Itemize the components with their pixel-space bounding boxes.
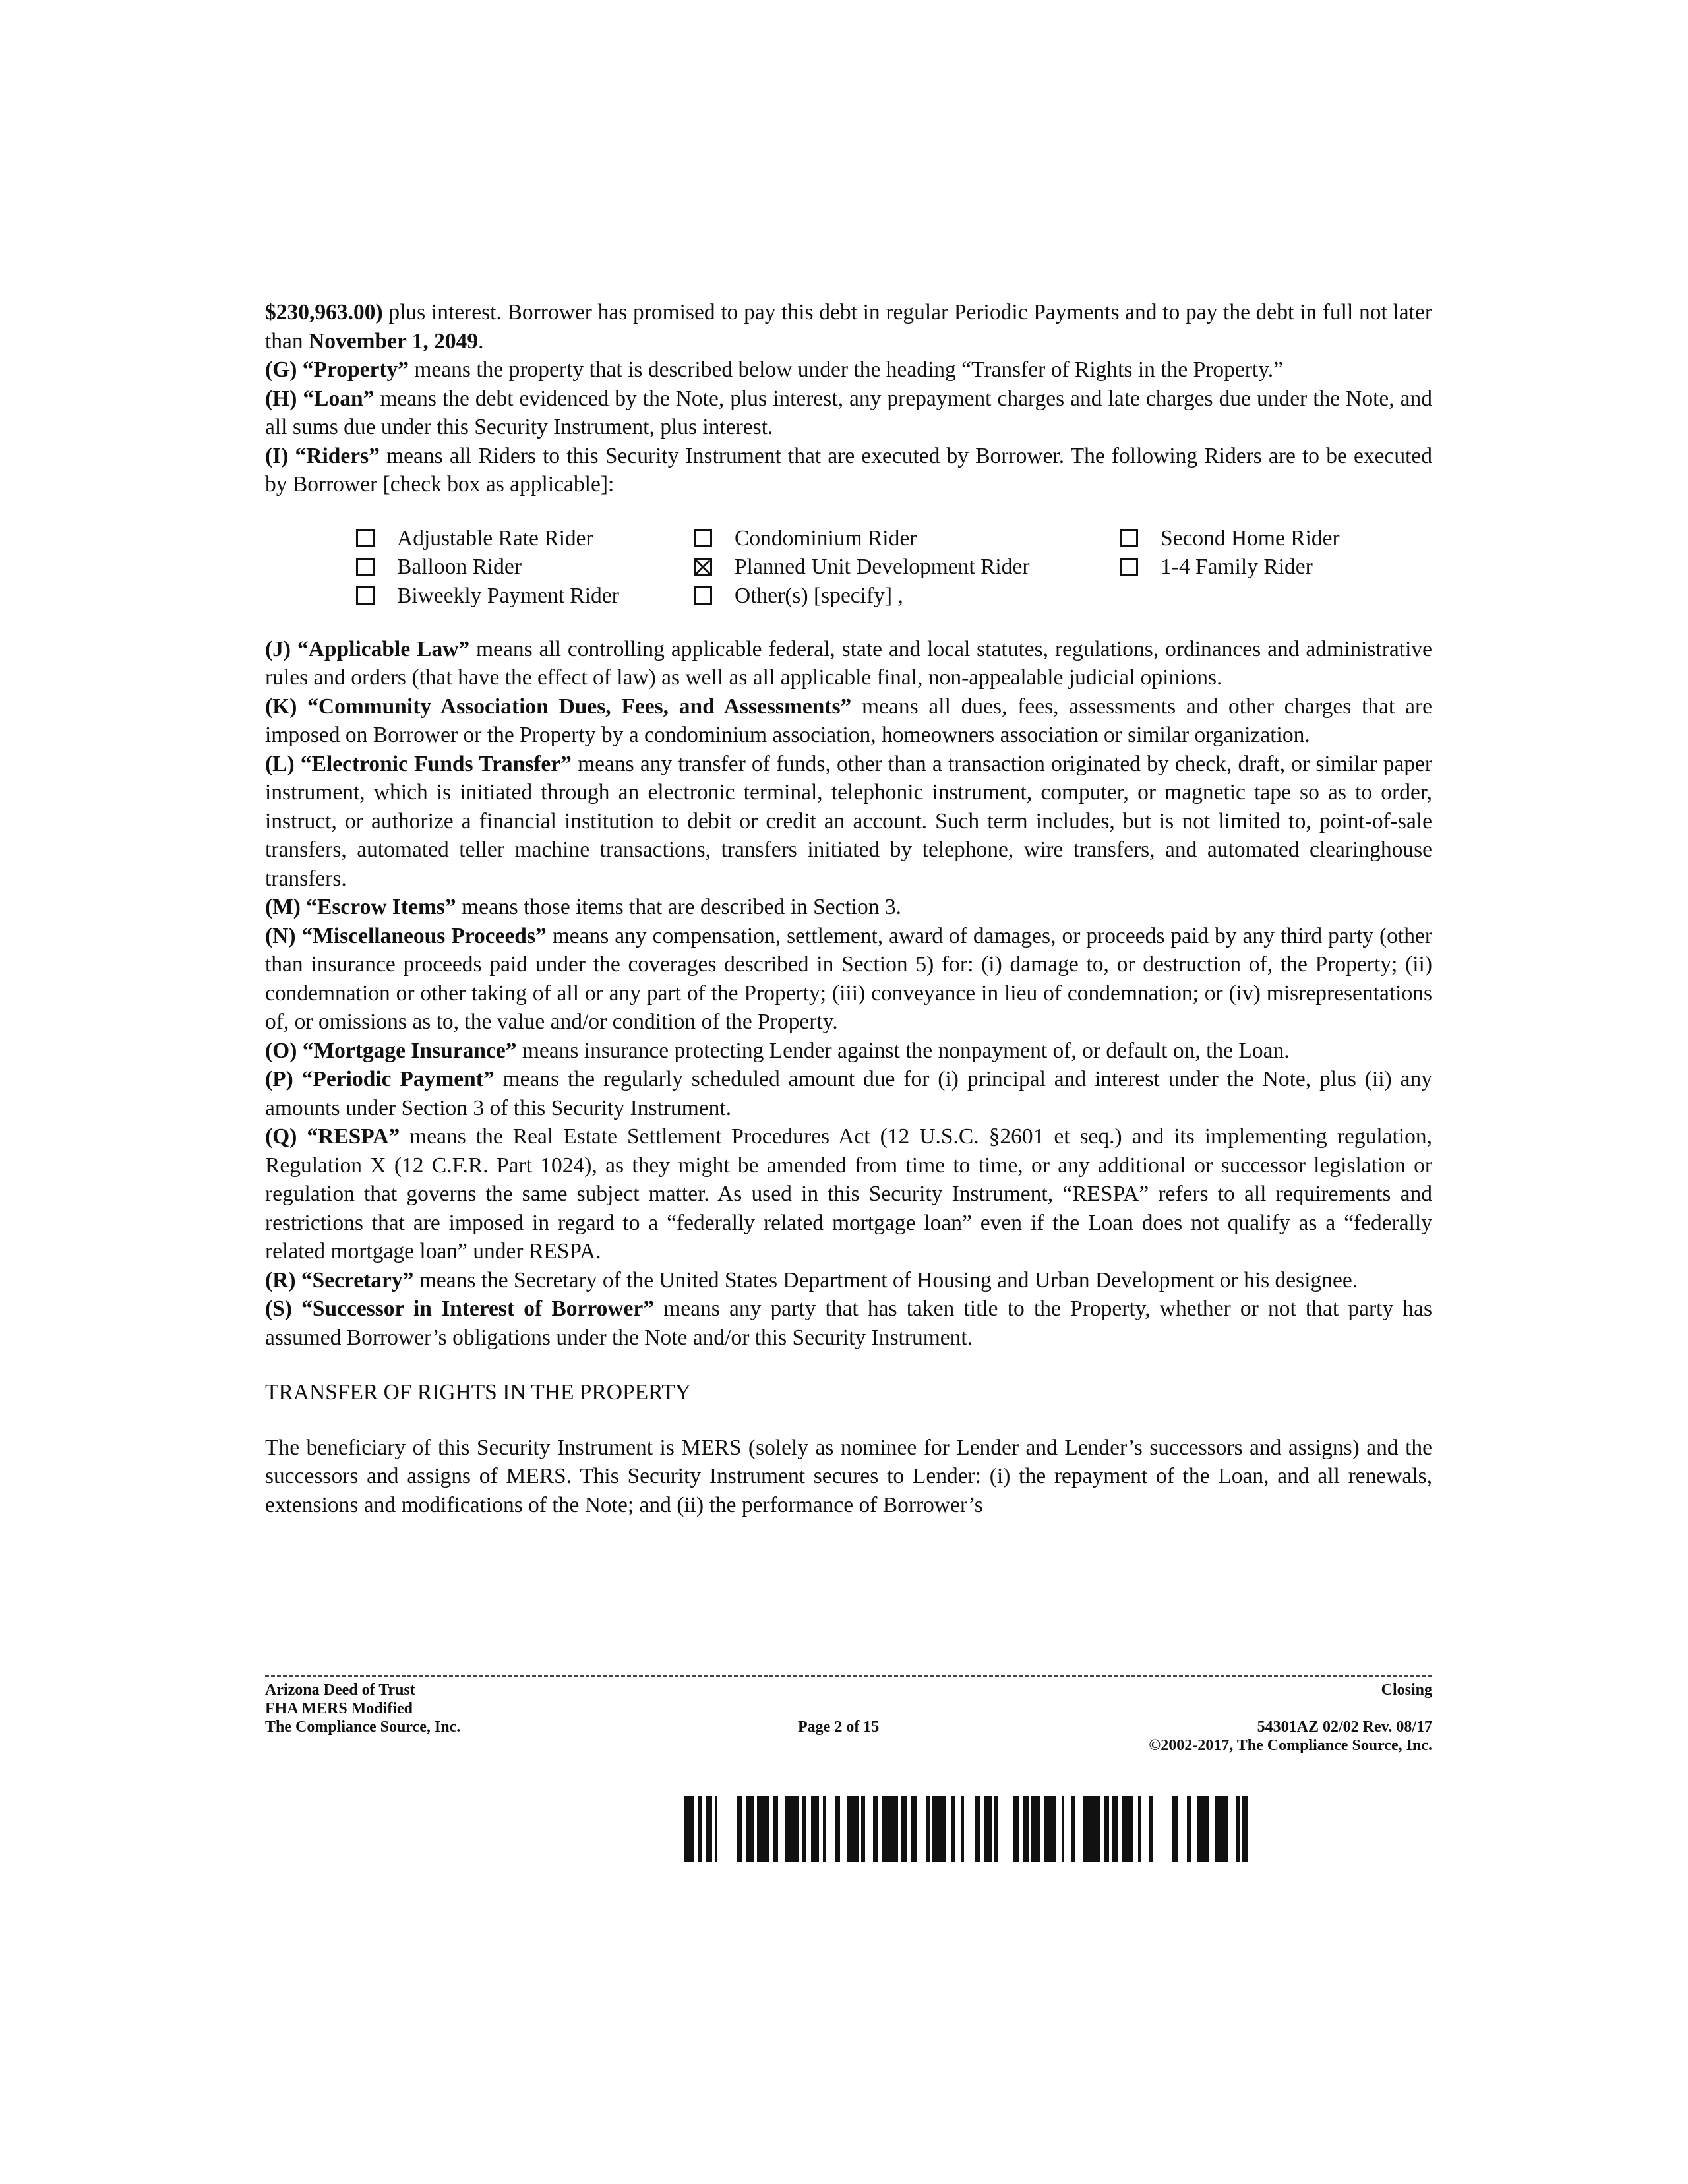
- rider-label: 1-4 Family Rider: [1160, 555, 1313, 579]
- definition-text: means all controlling applicable federal, state and local statutes, regulations, ordinances and administrative rules and orders (that have the effect of law) as well as all applicable final, non-appealable judicial opinions.: [265, 636, 1432, 690]
- checkbox-icon[interactable]: [1120, 529, 1138, 547]
- definition-text: means insurance protecting Lender against the nonpayment of, or default on, the Loan.: [516, 1038, 1290, 1063]
- footer-status: Closing: [1381, 1682, 1432, 1699]
- definition-item: [265, 1294, 1432, 1352]
- definition-term: (P) “Periodic Payment”: [265, 1067, 495, 1091]
- definition-term: (K) “Community Association Dues, Fees, and Assessments”: [265, 694, 852, 719]
- definition-text: means any party that has taken title to the Property, whether or not that party has assumed Borrower’s obligations under the Note and/or this Security Instrument.: [265, 1296, 1432, 1350]
- footer-copyright: ©2002-2017, The Compliance Source, Inc.: [1149, 1737, 1432, 1754]
- checkbox-icon[interactable]: [356, 586, 375, 605]
- definition-text: means the regularly scheduled amount due for (i) principal and interest under the Note, plus (ii) any amounts under Section 3 of this Security Instrument.: [265, 1067, 1432, 1120]
- form-number: 54301AZ 02/02 Rev. 08/17: [1257, 1718, 1432, 1736]
- definition-term: (R) “Secretary”: [265, 1267, 414, 1292]
- rider-planned-unit-development: [694, 553, 1030, 582]
- definition-item: [265, 1037, 1432, 1066]
- section-heading: TRANSFER OF RIGHTS IN THE PROPERTY: [265, 1380, 692, 1405]
- definition-term: (J) “Applicable Law”: [265, 636, 470, 661]
- definition-text: means those items that are described in Section 3.: [456, 895, 902, 919]
- document-body: [265, 298, 1432, 1519]
- definition-text: means the Real Estate Settlement Procedures Act (12 U.S.C. §2601 et seq.) and its implementing regulation, Regulation X (12 C.F.R. Part 1024), as they might be amended from time to time, or any additional or successor legislation or regulation that governs the same subject matter. As used in this Security Instrument, “RESPA” refers to all requirements and restrictions that are imposed in regard to a “federally related mortgage loan” even if the Loan does not qualify as a “federally related mortgage loan” under RESPA.: [265, 1124, 1432, 1263]
- definition-term: (H) “Loan”: [265, 386, 375, 411]
- checkbox-icon[interactable]: [694, 586, 712, 605]
- riders-checklist: [265, 524, 1432, 610]
- rider-adjustable-rate: [356, 524, 593, 553]
- definitions-list-bottom: [265, 635, 1432, 1352]
- page-number: Page 2 of 15: [798, 1718, 880, 1736]
- definitions-list-top: [265, 355, 1432, 499]
- definition-item: [265, 922, 1432, 1037]
- rider-condominium: [694, 524, 917, 553]
- checkbox-icon[interactable]: [1120, 558, 1138, 576]
- definition-term: (Q) “RESPA”: [265, 1124, 400, 1149]
- transfer-paragraph: The beneficiary of this Security Instrument is MERS (solely as nominee for Lender and Lender’s successors and assigns) and the successors and assigns of MERS. This Security Instrument secures to Lender: (i) the repayment of the Loan, and all renewals, extensions and modifications of the Note; and (ii) the performance of Borrower’s: [265, 1435, 1432, 1517]
- checkbox-icon[interactable]: [694, 529, 712, 547]
- rider-1-4-family: [1120, 553, 1313, 582]
- maturity-date: November 1, 2049: [309, 328, 479, 353]
- definition-text: means the debt evidenced by the Note, plus interest, any prepayment charges and late charges due under the Note, and all sums due under this Security Instrument, plus interest.: [265, 386, 1432, 439]
- definition-term: (N) “Miscellaneous Proceeds”: [265, 923, 547, 948]
- footer-form-variant: FHA MERS Modified: [265, 1700, 413, 1717]
- definition-term: (S) “Successor in Interest of Borrower”: [265, 1296, 655, 1321]
- definition-item: [265, 384, 1432, 442]
- definition-item: [265, 1266, 1432, 1295]
- rider-label: Other(s) [specify] ,: [735, 583, 903, 608]
- rider-label: Biweekly Payment Rider: [397, 583, 619, 608]
- debt-paragraph: $230,963.00) plus interest. Borrower has promised to pay this debt in regular Periodic Payments and to pay the debt in full not later than November 1, 2049.: [265, 300, 1432, 353]
- rider-second-home: [1120, 524, 1340, 553]
- footer-form-title: Arizona Deed of Trust: [265, 1682, 415, 1699]
- rider-label: Balloon Rider: [397, 555, 522, 579]
- definition-text: means all dues, fees, assessments and other charges that are imposed on Borrower or the Property by a condominium association, homeowners association or similar organization.: [265, 694, 1432, 747]
- footer-company: The Compliance Source, Inc.: [265, 1718, 461, 1736]
- definition-item: [265, 1065, 1432, 1122]
- rider-label: Planned Unit Development Rider: [735, 555, 1030, 579]
- definition-text: means all Riders to this Security Instrument that are executed by Borrower. The following Riders are to be executed by Borrower [check box as applicable]:: [265, 443, 1433, 497]
- definition-term: (G) “Property”: [265, 357, 409, 382]
- rider-label: Condominium Rider: [735, 526, 917, 551]
- rider-balloon: [356, 553, 522, 582]
- definition-item: [265, 692, 1432, 750]
- definition-text: means the Secretary of the United States Department of Housing and Urban Development or his designee.: [413, 1267, 1358, 1292]
- definition-text: means the property that is described below under the heading “Transfer of Rights in the Property.”: [409, 357, 1284, 382]
- definition-item: [265, 635, 1432, 692]
- debt-text: plus interest. Borrower has promised to pay this debt in regular Periodic Payments and to pay the debt in full not later than: [265, 300, 1432, 353]
- definition-item: [265, 893, 1432, 922]
- definition-text: means any transfer of funds, other than a transaction originated by check, draft, or similar paper instrument, which is initiated through an electronic terminal, telephonic instrument, computer, or magnetic tape so as to order, instruct, or authorize a financial institution to debit or credit an account. Such term includes, but is not limited to, point-of-sale transfers, automated teller machine transactions, transfers initiated by telephone, wire transfers, and automated clearinghouse transfers.: [265, 751, 1432, 891]
- definition-text: means any compensation, settlement, award of damages, or proceeds paid by any third party (other than insurance proceeds paid under the coverages described in Section 5) for: (i) damage to, or destruction of, the Property; (ii) condemnation or other taking of all or any part of the Property; (iii) conveyance in lieu of condemnation; or (iv) misrepresentations of, or omissions as to, the value and/or condition of the Property.: [265, 923, 1432, 1034]
- rider-biweekly-payment: [356, 582, 619, 611]
- checkbox-icon[interactable]: [356, 558, 375, 576]
- barcode: [684, 1796, 1433, 1862]
- definition-term: (I) “Riders”: [265, 443, 380, 468]
- definition-term: (M) “Escrow Items”: [265, 895, 456, 919]
- definition-item: [265, 1122, 1432, 1266]
- rider-label: Second Home Rider: [1160, 526, 1340, 551]
- checked-checkbox-icon[interactable]: [694, 558, 712, 576]
- definition-item: [265, 442, 1432, 499]
- footer-divider: [265, 1675, 1432, 1677]
- rider-other: [694, 582, 903, 611]
- definition-term: (O) “Mortgage Insurance”: [265, 1038, 517, 1063]
- rider-label: Adjustable Rate Rider: [397, 526, 593, 551]
- checkbox-icon[interactable]: [356, 529, 375, 547]
- definition-item: [265, 750, 1432, 894]
- definition-item: [265, 355, 1432, 384]
- definition-term: (L) “Electronic Funds Transfer”: [265, 751, 572, 776]
- debt-amount: $230,963.00): [265, 300, 383, 324]
